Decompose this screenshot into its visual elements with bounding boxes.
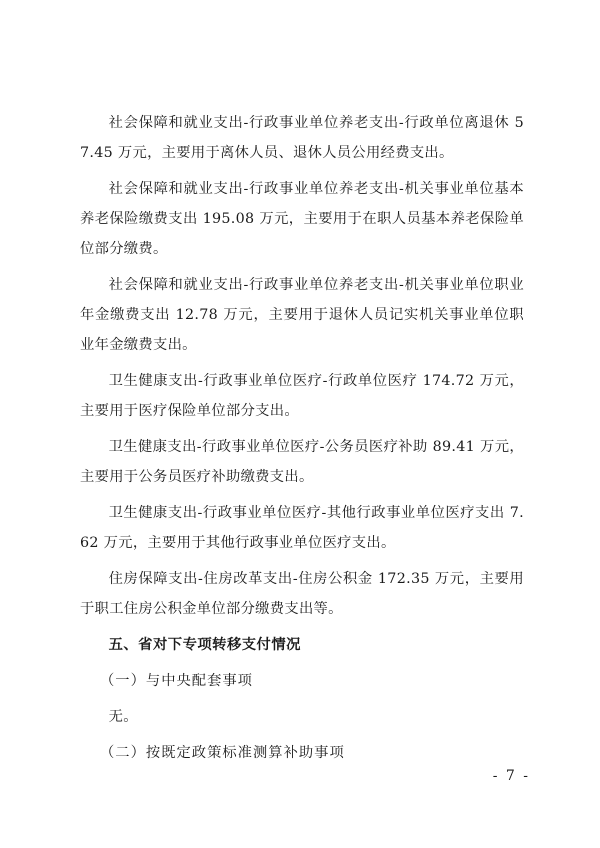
document-body xyxy=(80,108,524,774)
paragraph-health-other-medical: 卫生健康支出-行政事业单位医疗-其他行政事业单位医疗支出 7.62 万元，主要用于其他行政事业单位医疗支出。 xyxy=(80,505,524,551)
subsection-heading-policy-subsidy: （二）按既定政策标准测算补助事项 xyxy=(100,745,345,761)
subsection-body-central-matching: 无。 xyxy=(108,709,138,725)
paragraph-pension-occupational-annuity: 社会保障和就业支出-行政事业单位养老支出-机关事业单位职业年金缴费支出 12.78 万元，主要用于退休人员记实机关事业单位职业年金缴费支出。 xyxy=(80,277,524,353)
paragraph-pension-retirement: 社会保障和就业支出-行政事业单位养老支出-行政单位离退休 57.45 万元，主要用于离休人员、退休人员公用经费支出。 xyxy=(80,115,524,161)
paragraph-housing-provident-fund: 住房保障支出-住房改革支出-住房公积金 172.35 万元，主要用于职工住房公积金单位部分缴费支出等。 xyxy=(80,571,524,617)
subsection-heading-central-matching: （一）与中央配套事项 xyxy=(100,673,253,689)
paragraph-pension-basic-insurance: 社会保障和就业支出-行政事业单位养老支出-机关事业单位基本养老保险缴费支出 195.08 万元，主要用于在职人员基本养老保险单位部分缴费。 xyxy=(80,181,524,257)
paragraph-health-civil-servant-subsidy: 卫生健康支出-行政事业单位医疗-公务员医疗补助 89.41 万元，主要用于公务员医疗补助缴费支出。 xyxy=(80,439,524,485)
page-number: - 7 - xyxy=(492,768,530,784)
section-heading: 五、省对下专项转移支付情况 xyxy=(108,637,301,653)
paragraph-health-admin-medical: 卫生健康支出-行政事业单位医疗-行政单位医疗 174.72 万元，主要用于医疗保险单位部分支出。 xyxy=(80,373,524,419)
